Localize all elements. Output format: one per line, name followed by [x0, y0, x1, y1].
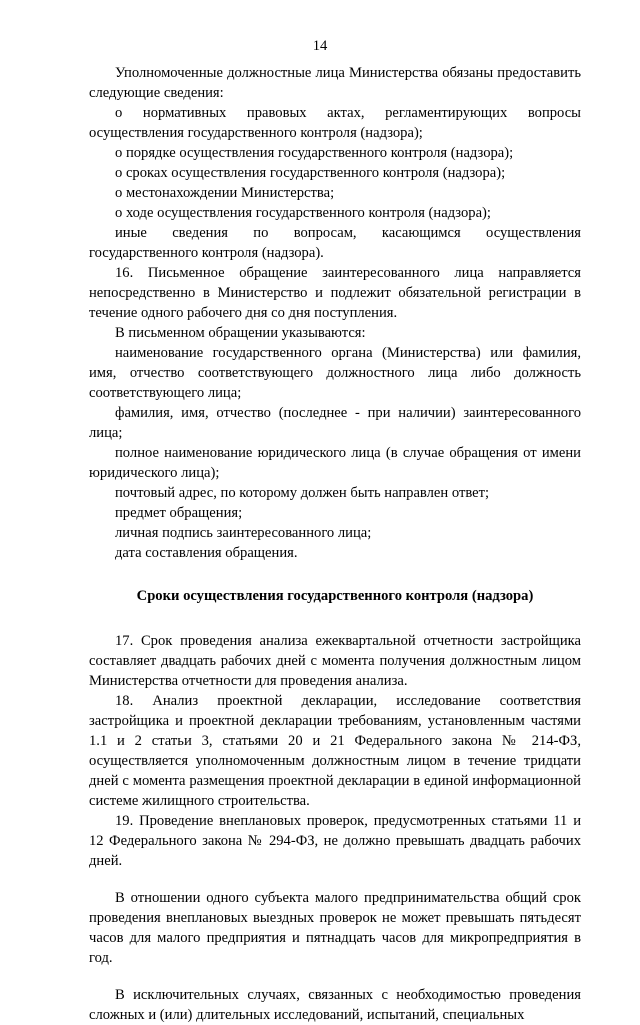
paragraph: фамилия, имя, отчество (последнее - при наличии) заинтересованного лица;	[89, 405, 581, 441]
paragraph-16: 16. Письменное обращение заинтересованного лица направляется непосредственно в Министерство и подлежит обязательной регистрации в течение одного рабочего дня со дня поступления.	[89, 265, 581, 321]
paragraph-17: 17. Срок проведения анализа ежеквартальной отчетности застройщика составляет двадцать рабочих дней с момента получения должностным лицом Министерства отчетности для проведения анализа.	[89, 633, 581, 689]
paragraph: наименование государственного органа (Министерства) или фамилия, имя, отчество соответствующего должностного лица либо должность соответствующего лица;	[89, 345, 581, 401]
page-number: 14	[312, 38, 328, 54]
paragraph: дата составления обращения.	[115, 545, 298, 561]
paragraph: иные сведения по вопросам, касающимся осуществления государственного контроля (надзора).	[89, 225, 581, 261]
paragraph: В отношении одного субъекта малого предпринимательства общий срок проведения внеплановых выездных проверок не может превышать пятьдесят часов для малого предприятия и пятнадцать часов для микропредприятия в год.	[89, 890, 581, 966]
paragraph-18: 18. Анализ проектной декларации, исследование соответствия застройщика и проектной декларации требованиям, установленным частями 1.1 и 2 статьи 3, статьями 20 и 21 Федерального закона № 214-ФЗ, осуществляется уполномоченным должностным лицом в течение тридцати дней с момента размещения проектной декларации в единой информационной системе жилищного строительства.	[89, 693, 581, 809]
paragraph: В письменном обращении указываются:	[115, 325, 366, 341]
paragraph: о сроках осуществления государственного контроля (надзора);	[115, 165, 506, 181]
paragraph: В исключительных случаях, связанных с необходимостью проведения сложных и (или) длительных исследований, испытаний, специальных	[89, 987, 581, 1023]
section-heading: Сроки осуществления государственного контроля (надзора)	[136, 588, 534, 604]
paragraph: о нормативных правовых актах, регламентирующих вопросы осуществления государственного контроля (надзора);	[89, 105, 581, 141]
paragraph: полное наименование юридического лица (в случае обращения от имени юридического лица);	[89, 445, 581, 481]
paragraph: почтовый адрес, по которому должен быть направлен ответ;	[115, 485, 490, 501]
body-text	[89, 63, 581, 1025]
paragraph: о ходе осуществления государственного контроля (надзора);	[115, 205, 491, 221]
paragraph: о порядке осуществления государственного контроля (надзора);	[115, 145, 514, 161]
paragraph: о местонахождении Министерства;	[115, 185, 335, 201]
paragraph-19: 19. Проведение внеплановых проверок, предусмотренных статьями 11 и 12 Федерального закона № 294-ФЗ, не должно превышать двадцать рабочих дней.	[89, 813, 581, 869]
paragraph: личная подпись заинтересованного лица;	[115, 525, 372, 541]
paragraph: Уполномоченные должностные лица Министерства обязаны предоставить следующие сведения:	[89, 65, 581, 101]
paragraph: предмет обращения;	[115, 505, 243, 521]
